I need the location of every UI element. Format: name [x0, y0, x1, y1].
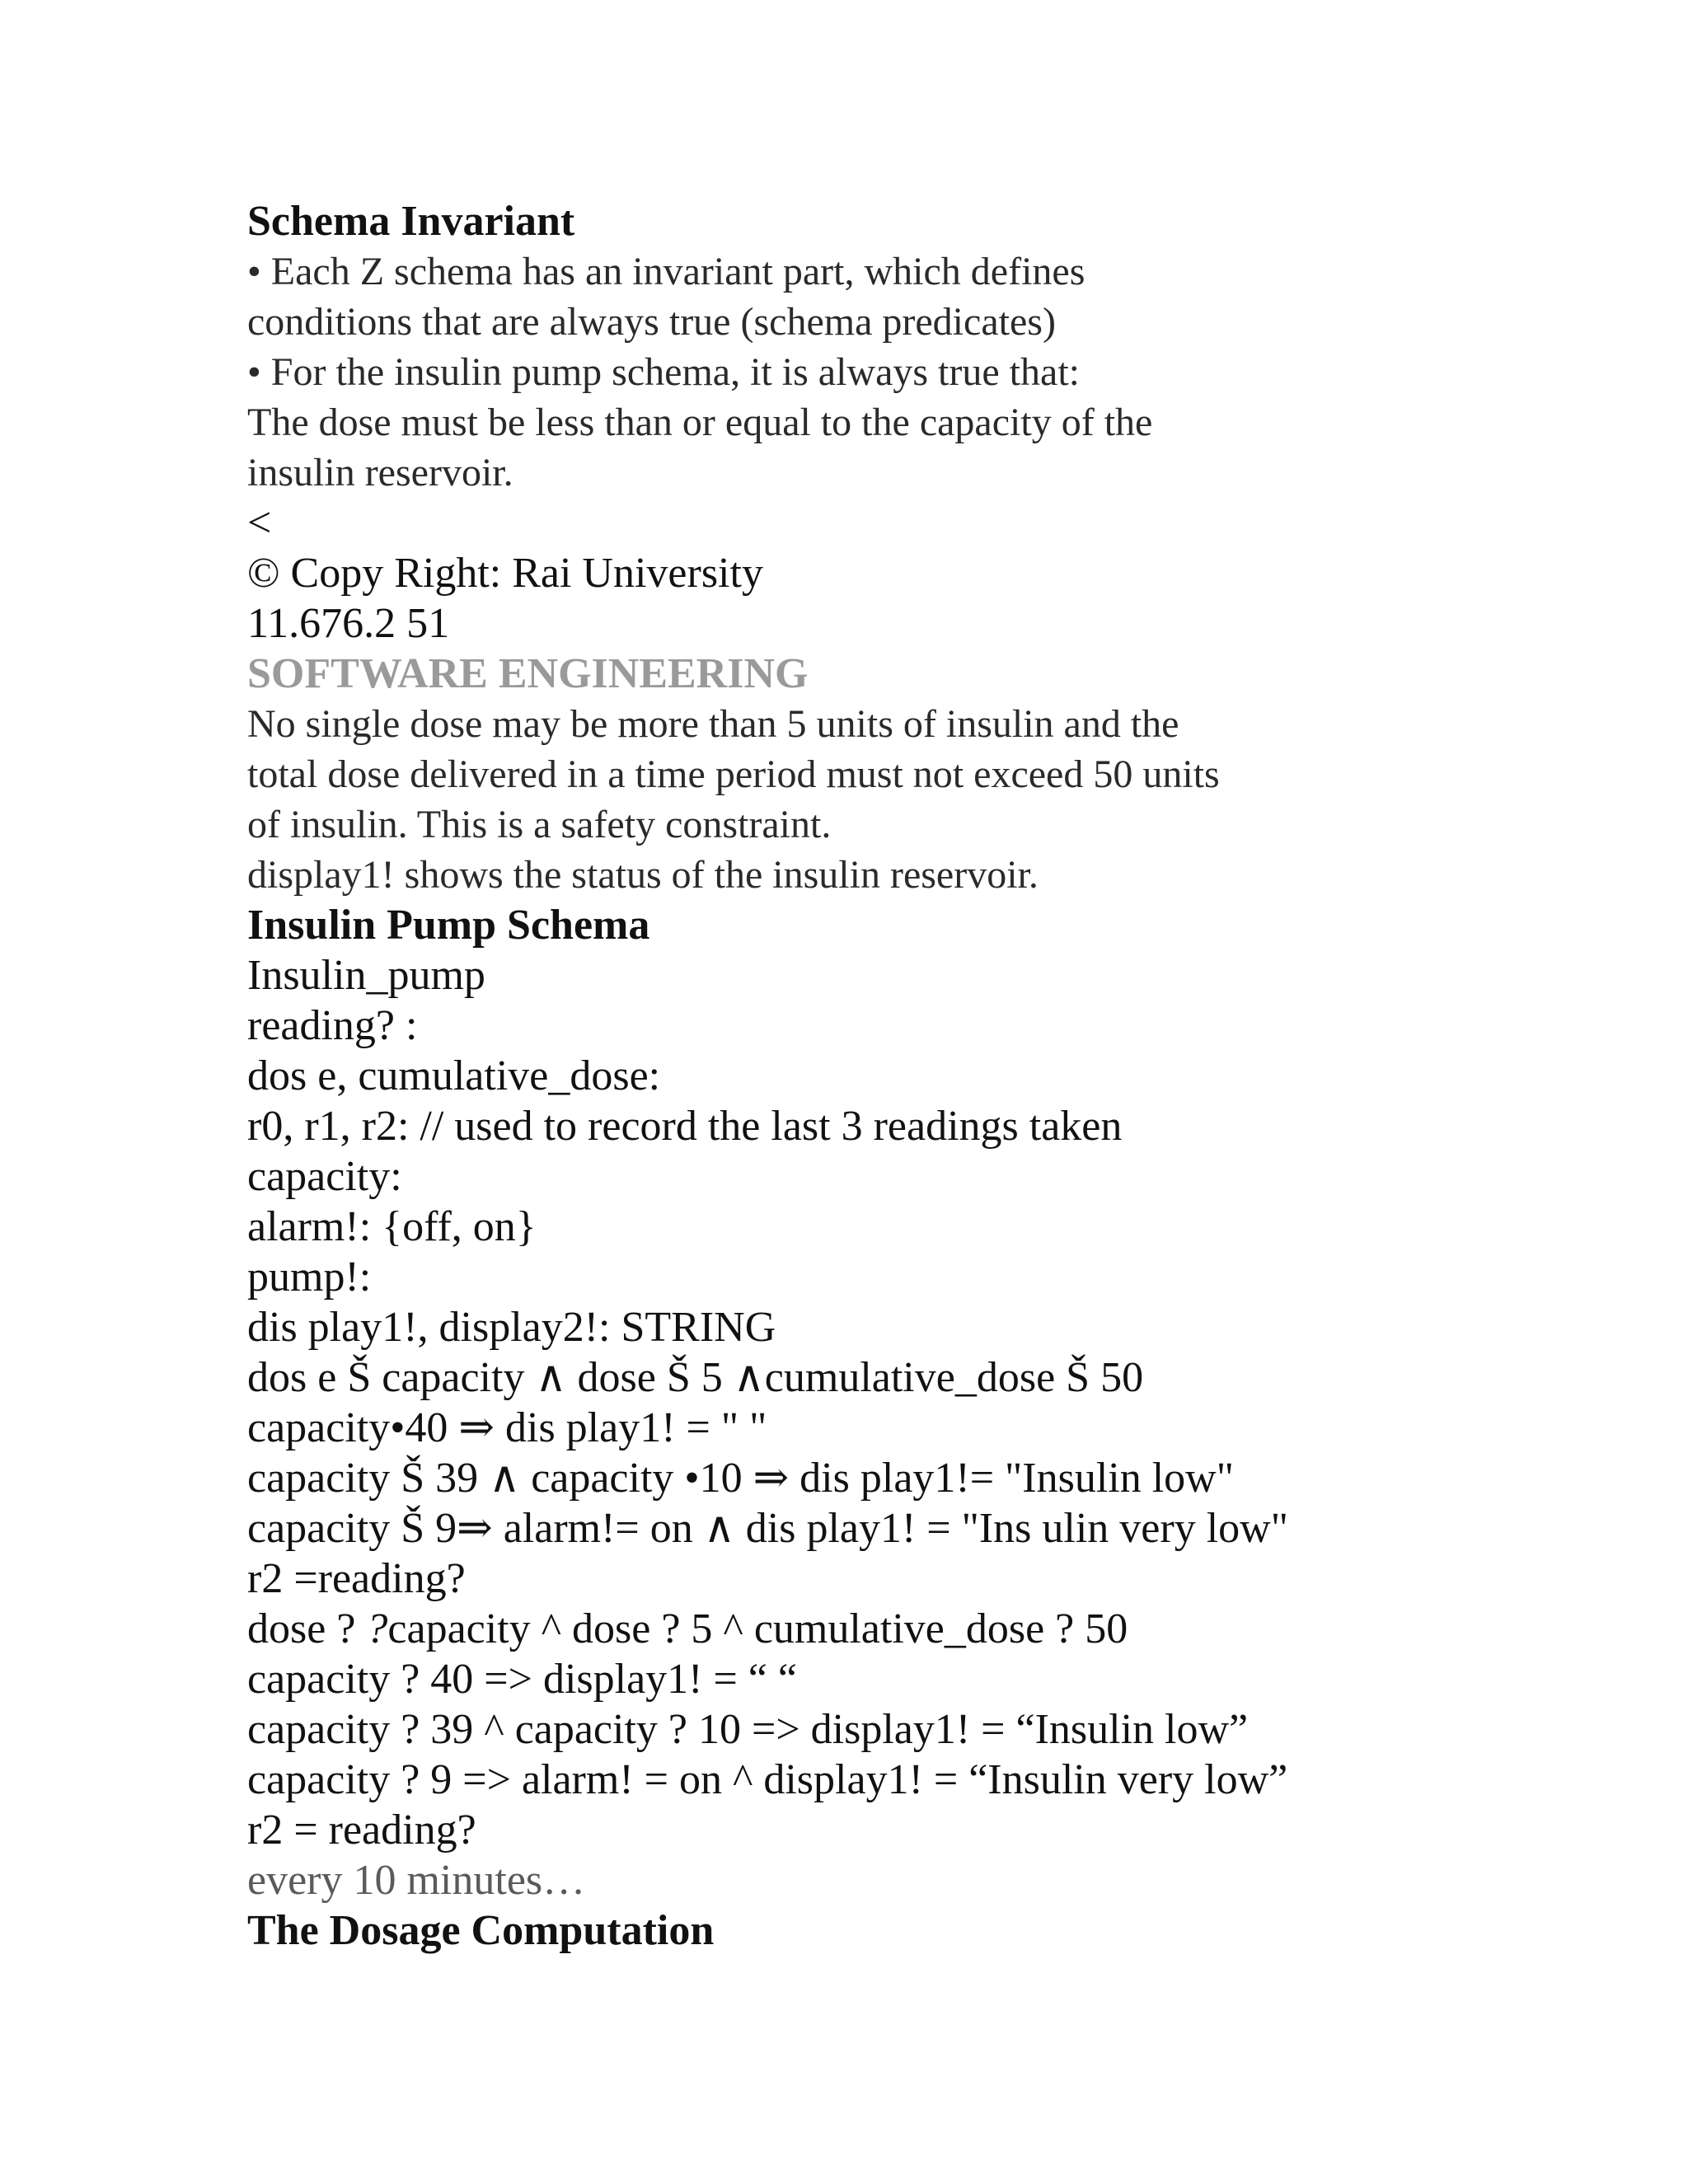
document-page: [247, 196, 1648, 1956]
schema-line: Insulin_pump: [247, 952, 485, 999]
schema-line-ascii: r2 = reading?: [247, 1807, 476, 1854]
schema-line: alarm!: {off, on}: [247, 1203, 537, 1250]
schema-line-ascii: capacity ? 40 => display1! = “ “: [247, 1656, 797, 1703]
schema-line: r0, r1, r2: // used to record the last 3 readings taken: [247, 1103, 1123, 1150]
section-title-dosage-computation: The Dosage Computation: [247, 1907, 715, 1954]
schema-line: capacity Š 9⇒ alarm!= on ∧ dis play1! = "Ins ulin very low": [247, 1505, 1288, 1552]
schema-line: reading? :: [247, 1002, 418, 1049]
safety-text-line1: No single dose may be more than 5 units of insulin and the: [247, 702, 1179, 746]
schema-line: dis play1!, display2!: STRING: [247, 1304, 776, 1351]
schema-line: dos e Š capacity ∧ dose Š 5 ∧cumulative_dose Š 50: [247, 1354, 1144, 1401]
section-title-insulin-pump-schema: Insulin Pump Schema: [247, 902, 650, 949]
schema-dose-part-a: dose ?: [247, 1605, 367, 1652]
dose-constraint-line2: insulin reservoir.: [247, 451, 513, 494]
schema-line: capacity:: [247, 1153, 402, 1200]
schema-dose-part-b: ?: [366, 1605, 388, 1652]
schema-line: capacity•40 ⇒ dis play1! = " ": [247, 1404, 767, 1451]
schema-line-ascii: capacity ? 9 => alarm! = on ^ display1! = “Insulin very low”: [247, 1756, 1288, 1803]
schema-line-ascii: capacity ? 39 ^ capacity ? 10 => display1! = “Insulin low”: [247, 1706, 1249, 1753]
copyright-notice: © Copy Right: Rai University: [247, 550, 763, 597]
bullet-invariant-line1: • Each Z schema has an invariant part, which defines: [247, 250, 1085, 293]
section-title-schema-invariant: Schema Invariant: [247, 198, 575, 245]
bullet-invariant-line2: conditions that are always true (schema predicates): [247, 300, 1056, 344]
schema-line: r2 =reading?: [247, 1555, 466, 1602]
schema-line: pump!:: [247, 1254, 372, 1301]
less-than-symbol: <: [247, 499, 272, 546]
every-ten-minutes: every 10 minutes…: [247, 1857, 586, 1904]
safety-text-line2: total dose delivered in a time period must not exceed 50 units: [247, 752, 1220, 796]
bullet-insulin-pump-line1: • For the insulin pump schema, it is always true that:: [247, 350, 1080, 394]
dose-constraint-line1: The dose must be less than or equal to the capacity of the: [247, 401, 1153, 444]
running-head: SOFTWARE ENGINEERING: [247, 650, 809, 697]
schema-line: capacity Š 39 ∧ capacity •10 ⇒ dis play1!= "Insulin low": [247, 1455, 1234, 1502]
safety-text-line3: of insulin. This is a safety constraint.: [247, 803, 832, 846]
safety-text-line4: display1! shows the status of the insulin reservoir.: [247, 853, 1039, 897]
schema-line: dos e, cumulative_dose:: [247, 1052, 661, 1099]
schema-dose-line: [247, 1604, 1648, 1654]
schema-dose-part-c: capacity ^ dose ? 5 ^ cumulative_dose ? 50: [387, 1605, 1128, 1652]
page-reference: 11.676.2 51: [247, 600, 450, 647]
